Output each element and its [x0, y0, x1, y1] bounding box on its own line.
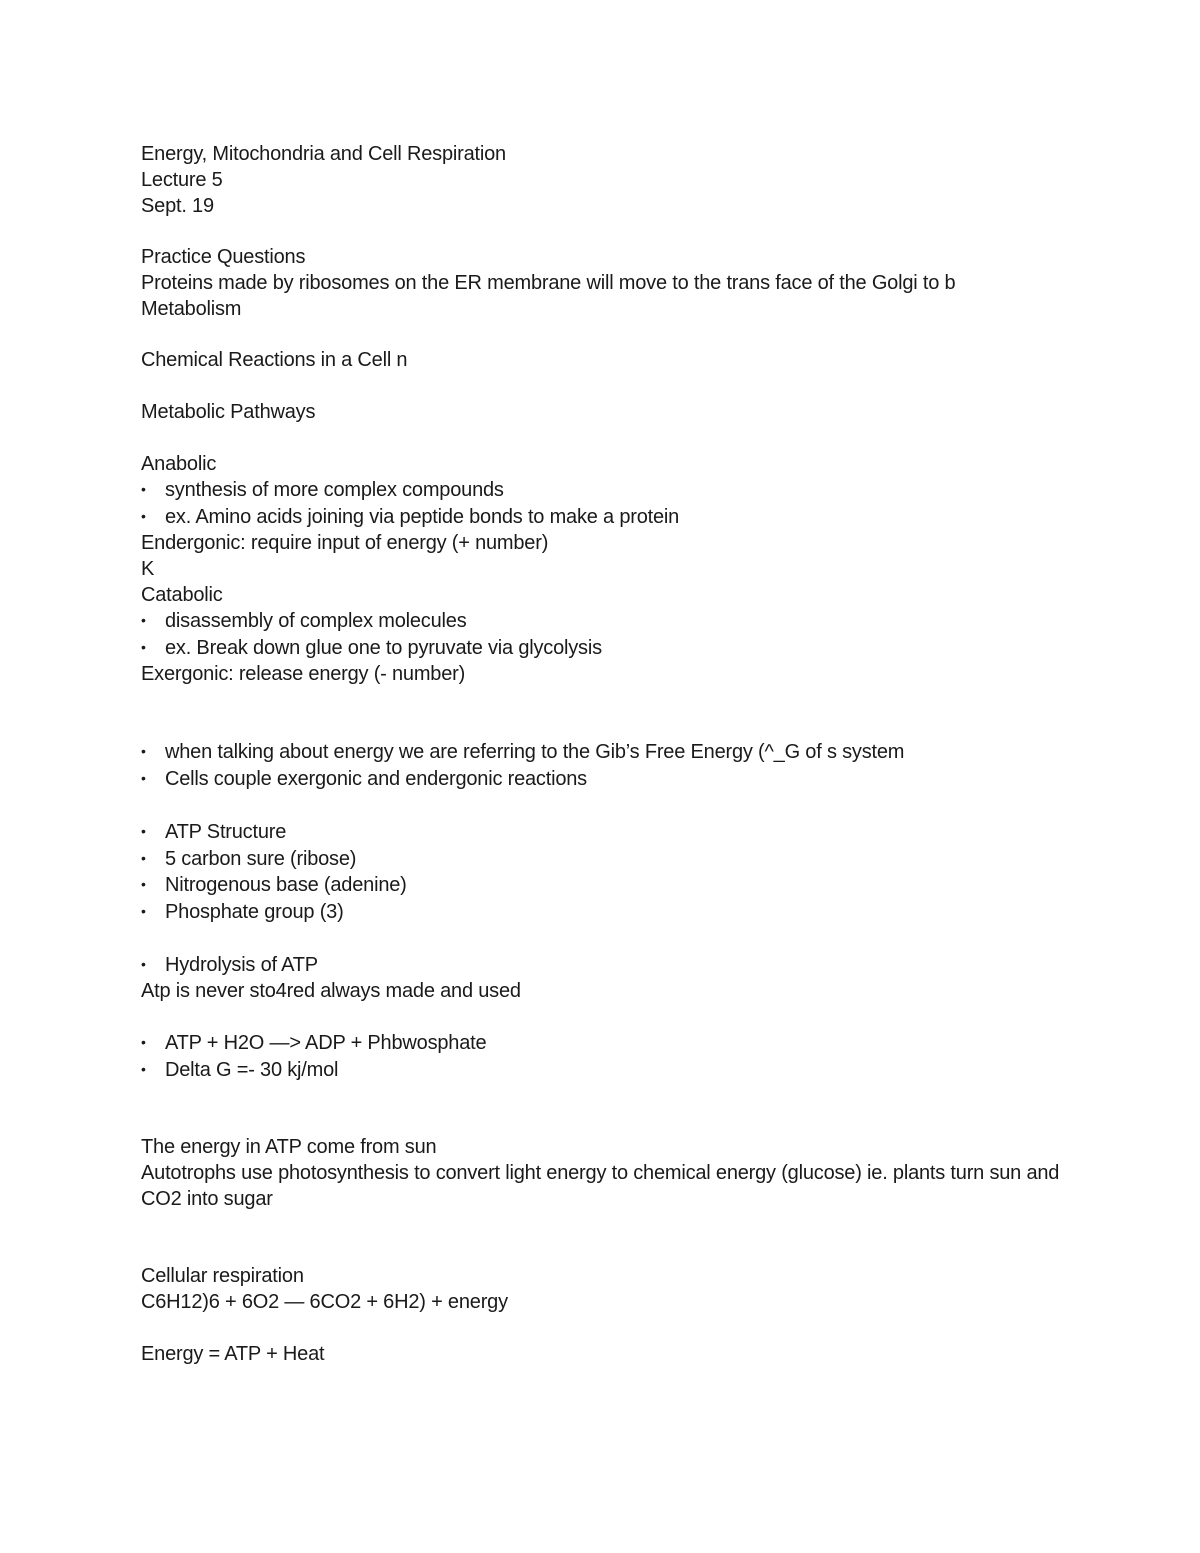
- stray-letter: K: [141, 557, 155, 580]
- metabolism-heading: Metabolism: [141, 297, 242, 320]
- list-item-text: ex. Amino acids joining via peptide bonds to make a protein: [165, 506, 680, 529]
- list-item-text: Cells couple exergonic and endergonic reactions: [165, 768, 587, 791]
- list-item: [141, 739, 1061, 766]
- document-title: Energy, Mitochondria and Cell Respiration: [141, 143, 506, 165]
- list-item-text: Delta G =- 30 kj/mol: [165, 1058, 339, 1081]
- practice-heading: Practice Questions: [141, 246, 306, 269]
- exergonic-note: Exergonic: release energy (- number): [141, 662, 466, 685]
- list-item: [141, 504, 1061, 531]
- list-item-text: disassembly of complex molecules: [165, 610, 467, 633]
- energy-equation: Energy = ATP + Heat: [141, 1342, 325, 1365]
- lecture-date: Sept. 19: [141, 194, 214, 217]
- list-item-text: when talking about energy we are referring to the Gib’s Free Energy (^_G of s system: [165, 741, 905, 764]
- bullet-glyph: •: [141, 743, 146, 760]
- bullet-glyph: •: [141, 612, 146, 629]
- endergonic-note: Endergonic: require input of energy (+ number): [141, 531, 549, 554]
- bullet-glyph: •: [141, 903, 146, 920]
- bullet-glyph: •: [141, 1060, 146, 1077]
- list-item-text: Hydrolysis of ATP: [165, 953, 318, 976]
- autotrophs-paragraph: Autotrophs use photosynthesis to convert light energy to chemical energy (glucose) ie. plants turn sun and CO2 into sugar: [141, 1162, 1060, 1210]
- spacer: [141, 793, 1061, 819]
- spacer: [141, 219, 1061, 245]
- list-item-text: synthesis of more complex compounds: [165, 479, 504, 502]
- spacer: [141, 1213, 1061, 1239]
- list-item: [141, 1030, 1061, 1057]
- bullet-glyph: •: [141, 822, 146, 839]
- spacer: [141, 323, 1061, 349]
- spacer: [141, 714, 1061, 740]
- list-item: [141, 952, 1061, 979]
- bullet-glyph: •: [141, 955, 146, 972]
- metabolic-pathways-heading: Metabolic Pathways: [141, 400, 316, 423]
- practice-question: Proteins made by ribosomes on the ER membrane will move to the trans face of the Golgi to b: [141, 271, 956, 294]
- list-item: [141, 1057, 1061, 1084]
- spacer: [141, 1109, 1061, 1135]
- list-item-text: Nitrogenous base (adenine): [165, 874, 407, 897]
- list-item: [141, 608, 1061, 635]
- bullet-glyph: •: [141, 1034, 146, 1051]
- spacer: [141, 926, 1061, 952]
- bullet-glyph: •: [141, 770, 146, 787]
- list-item: [141, 819, 1061, 846]
- spacer: [141, 1316, 1061, 1342]
- atp-storage-note: Atp is never sto4red always made and used: [141, 979, 521, 1002]
- spacer: [141, 1084, 1061, 1110]
- list-item-text: Phosphate group (3): [165, 901, 344, 924]
- spacer: [141, 374, 1061, 400]
- bullet-glyph: •: [141, 508, 146, 525]
- list-item-text: ATP Structure: [165, 820, 287, 843]
- document-content: [141, 142, 1061, 1367]
- list-item: [141, 766, 1061, 793]
- bullet-glyph: •: [141, 876, 146, 893]
- respiration-equation: C6H12)6 + 6O2 — 6CO2 + 6H2) + energy: [141, 1291, 508, 1314]
- list-item: [141, 477, 1061, 504]
- list-item-text: 5 carbon sure (ribose): [165, 847, 357, 870]
- list-item: [141, 872, 1061, 899]
- chemical-reactions-heading: Chemical Reactions in a Cell n: [141, 349, 408, 372]
- spacer: [141, 688, 1061, 714]
- list-item: [141, 635, 1061, 662]
- anabolic-heading: Anabolic: [141, 452, 217, 475]
- bullet-glyph: •: [141, 481, 146, 498]
- catabolic-heading: Catabolic: [141, 583, 223, 606]
- spacer: [141, 1238, 1061, 1264]
- bullet-glyph: •: [141, 849, 146, 866]
- list-item: [141, 899, 1061, 926]
- sun-energy-line: The energy in ATP come from sun: [141, 1136, 437, 1159]
- list-item-text: ex. Break down glue one to pyruvate via glycolysis: [165, 637, 602, 660]
- lecture-number: Lecture 5: [141, 168, 223, 191]
- spacer: [141, 1004, 1061, 1030]
- bullet-glyph: •: [141, 639, 146, 656]
- spacer: [141, 426, 1061, 452]
- list-item-text: ATP + H2O —> ADP + Phbwosphate: [165, 1032, 487, 1055]
- list-item: [141, 846, 1061, 873]
- cellular-respiration-heading: Cellular respiration: [141, 1265, 304, 1288]
